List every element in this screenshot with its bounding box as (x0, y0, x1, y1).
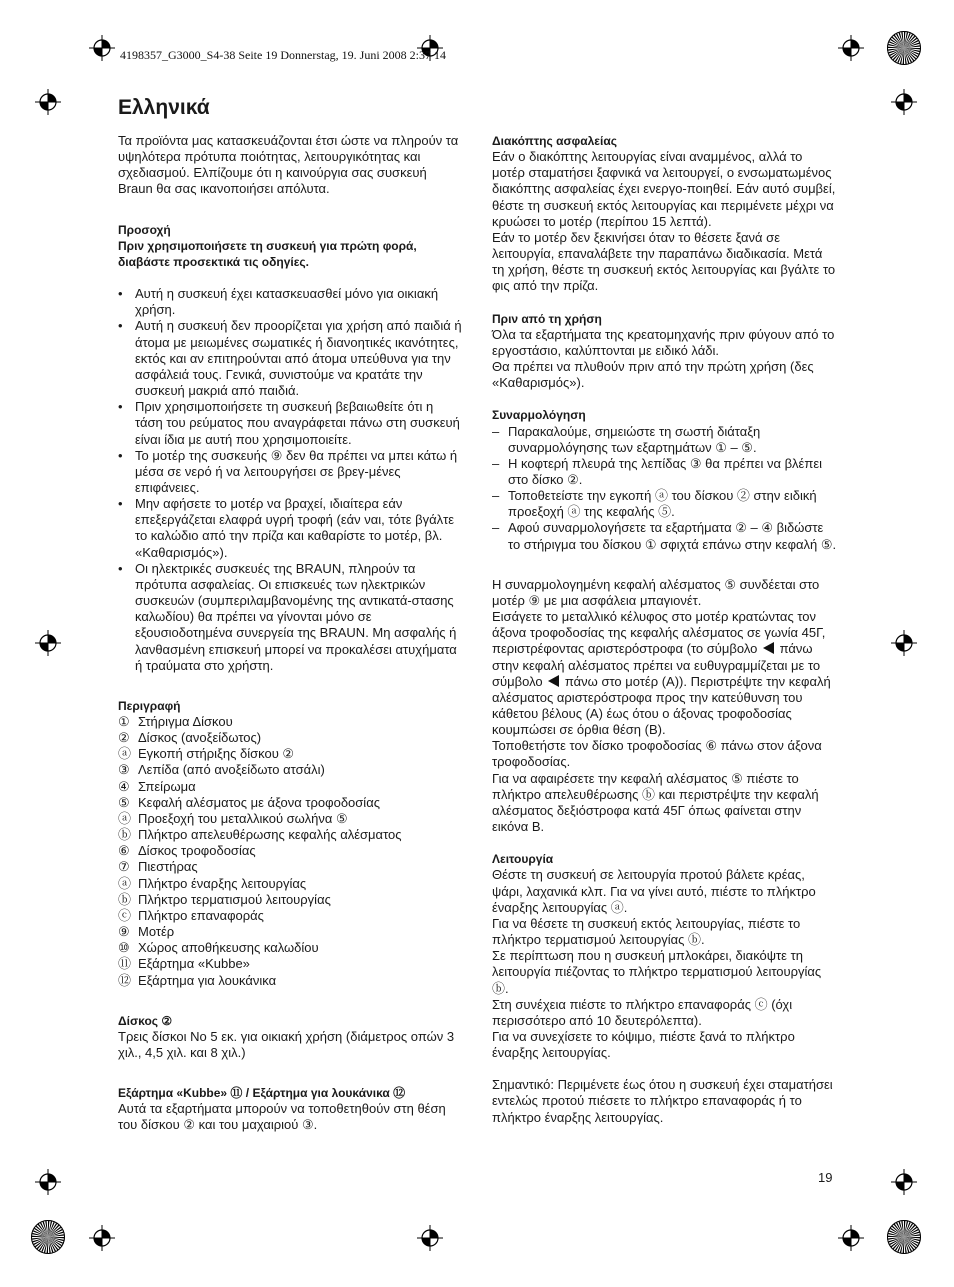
list-item: ⑦ Πιεστήρας (118, 859, 198, 875)
before-use-text-2: Θα πρέπει να πλυθούν πριν από την πρώτη χρήση (δες «Καθαρισμός»). (492, 359, 814, 391)
assembly-list (492, 424, 837, 553)
operation-text-2: Για να θέσετε τη συσκευή εκτός λειτουργίας, πιέστε το πλήκτρο τερματισμού λειτουργίας ⓑ. (492, 915, 801, 948)
assembly-text-1: Η συναρμολογημένη κεφαλή αλέσματος ⑤ συνδέεται στο μοτέρ ⑨ με μια ασφάλεια μπαγιονέτ. (492, 576, 820, 608)
description-heading: Περιγραφή (118, 698, 181, 713)
list-item: ⓐ Προεξοχή του μεταλλικού σωλήνα ⑤ (118, 810, 348, 826)
assembly-text-2: Εισάγετε το μεταλλικό κέλυφος στο μοτέρ κρατώντας τον άξονα τροφοδοσίας της κεφαλής αλέσματος σε γωνία 45Γ, περιστρέφοντας αριστερόστροφα (το σύμβολο πάνω στην κεφαλή αλέσματος πρέπει να ευθυγραμμίζεται με το σύμβολο πάνω στο μοτέρ (A)). Περιστρέψτε την κεφαλή αλέσματος αριστερόστροφα προς την κατεύθυνση του κάθετου βέλους (A) έως ότου ο άξονας τροφοδοσίας κουμπώσει σε όρθια θέση (B). (492, 609, 831, 738)
registration-mark-icon (838, 35, 864, 61)
before-use-heading: Πριν από τη χρήση (492, 311, 602, 326)
list-item: • Το μοτέρ της συσκευής ⑨ δεν θα πρέπει να μπει κάτω ή μέσα σε νερό ή να λειτουργήσει σε βρεγ-μένες επιφάνειες. (118, 448, 463, 496)
operation-text-4: Στη συνέχεια πιέστε το πλήκτρο επαναφοράς ⓒ (όχι περισσότερο από 10 δευτερόλεπτα). (492, 996, 793, 1028)
list-item: ③ Λεπίδα (από ανοξείδωτο ατσάλι) (118, 762, 325, 778)
caution-subheading: Πριν χρησιμοποιήσετε τη συσκευή για πρώτη φορά, διαβάστε προσεκτικά τις οδηγίες. (118, 238, 417, 269)
operation-text-1: Θέστε τη συσκευή σε λειτουργία προτού βάλετε κρέας, ψάρι, λαχανικά κλπ. Για να γίνει αυτό, πιέστε το πλήκτρο έναρξης λειτουργίας ⓐ. (492, 867, 816, 915)
color-calibration-rosette-icon (887, 1220, 921, 1254)
assembly-text-3: Τοποθετήστε τον δίσκο τροφοδοσίας ⑥ πάνω στον άξονα τροφοδοσίας. (492, 738, 822, 770)
list-item: ④ Σπείρωμα (118, 778, 196, 794)
disc-text: Τρεις δίσκοι No 5 εκ. για οικιακή χρήση (διάμετρος οπών 3 χιλ., 4,5 χιλ. και 8 χιλ.) (118, 1028, 455, 1060)
page-title: Ελληνικά (118, 96, 210, 119)
list-item: • Αυτή η συσκευή δεν προορίζεται για χρήση από παιδιά ή άτομα με μειωμένες σωματικές ή διανοητικές ικανότητες, εκτός και αν επιτηρούνται από άτομα υπεύθυνα για την ασφάλειά τους. Γενικά, συνιστούμε να κρατάτε την συσκευή μακριά από παιδιά. (118, 318, 463, 399)
safety-switch-text: Εάν ο διακόπτης λειτουργίας είναι αναμμένος, αλλά το μοτέρ σταματήσει ξαφνικά να λειτουργεί, ο ενσωματωμένος διακόπτης ασφαλείας έχει ενεργο-ποιηθεί. Εάν αυτό συμβεί, θέστε τη συσκευή εκτός λειτουργίας και περιμένετε μέχρι να κρυώσει το μοτέρ (περίπου 15 λεπτά). (492, 149, 836, 229)
list-item: ⓒ Πλήκτρο επαναφοράς (118, 907, 264, 923)
assembly-heading: Συναρμολόγηση (492, 408, 586, 423)
right-column (492, 133, 837, 1126)
safety-switch-heading: Διακόπτης ασφαλείας (492, 134, 617, 148)
attachments-text: Αυτά τα εξαρτήματα μπορούν να τοποθετηθούν στη θέση του δίσκου ② και του μαχαιριού ③. (118, 1101, 446, 1133)
before-use-text: Όλα τα εξαρτήματα της κρεατομηχανής πριν φύγουν από το εργοστάσιο, καλύπτονται με ειδικό λάδι. (492, 326, 835, 358)
intro-text: Τα προϊόντα μας κατασκευάζονται έτσι ώστε να πληρούν τα υψηλότερα πρότυπα ποιότητας, λειτουργικότητας και σχεδιασμού. Ελπίζουμε ότι η καινούργια σας συσκευή Braun θα σας ικανοποιήσει απόλυτα. (118, 133, 459, 197)
list-item: ⓐ Πλήκτρο έναρξης λειτουργίας (118, 875, 307, 891)
list-item: ⓑ Πλήκτρο απελευθέρωσης κεφαλής αλέσματος (118, 827, 402, 843)
caution-heading: Προσοχή (118, 222, 171, 237)
list-item: ⓐ Εγκοπή στήριξης δίσκου ② (118, 746, 295, 762)
color-calibration-rosette-icon (31, 1220, 65, 1254)
rotate-arrow-left-icon (548, 675, 559, 687)
registration-mark-icon (891, 89, 917, 115)
list-item: – Η κοφτερή πλευρά της λεπίδας ③ θα πρέπει να βλέπει στο δίσκο ②. (492, 456, 837, 488)
registration-mark-icon (35, 1169, 61, 1195)
print-header: 4198357_G3000_S4-38 Seite 19 Donnerstag, 19. Juni 2008 2:37 14 (120, 48, 446, 62)
left-column (118, 133, 463, 1134)
caution-list (118, 286, 463, 674)
list-item: ⑫ Εξάρτημα για λουκάνικα (118, 972, 277, 988)
list-item: • Πριν χρησιμοποιήσετε τη συσκευή βεβαιωθείτε ότι η τάση του ρεύματος που αναγράφεται πάνω στη συσκευή είναι ίδια με αυτή που χρησιμοποιείτε. (118, 399, 463, 447)
rotate-arrow-left-icon (763, 642, 774, 654)
registration-mark-icon (35, 89, 61, 115)
operation-text-5: Για να συνεχίσετε το κόψιμο, πιέστε ξανά το πλήκτρο έναρξης λειτουργίας. (492, 1028, 795, 1061)
list-item: ② Δίσκος (ανοξείδωτος) (118, 730, 262, 746)
list-item: ⑩ Χώρος αποθήκευσης καλωδίου (118, 940, 319, 956)
parts-list (118, 714, 463, 989)
attachments-heading: Εξάρτημα «Kubbe» ⑪ / Εξάρτημα για λουκάνικα ⑫ (118, 1086, 406, 1101)
registration-mark-icon (891, 1169, 917, 1195)
color-calibration-rosette-icon (887, 31, 921, 65)
registration-mark-icon (89, 1225, 115, 1251)
operation-heading: Λειτουργία (492, 852, 554, 867)
safety-switch-text-2: Εάν το μοτέρ δεν ξεκινήσει όταν το θέσετε ξανά σε λειτουργία, επαναλάβετε την παραπάνω διαδικασία. Μετά τη χρήση, θέστε τη συσκευή εκτός λειτουργίας και βγάλτε το φις από την πρίζα. (492, 229, 836, 294)
important-note: Σημαντικό: Περιμένετε έως ότου η συσκευή έχει σταματήσει εντελώς προτού πιέσετε το πλήκτρο επαναφοράς ή το πλήκτρο έναρξης λειτουργίας. (492, 1077, 833, 1125)
list-item: • Αυτή η συσκευή έχει κατασκευασθεί μόνο για οικιακή χρήση. (118, 286, 463, 318)
list-item: ⑪ Εξάρτημα «Kubbe» (118, 956, 250, 972)
disc-heading: Δίσκος ② (118, 1013, 173, 1028)
registration-mark-icon (89, 35, 115, 61)
list-item: ⑨ Μοτέρ (118, 924, 175, 940)
registration-mark-icon (35, 630, 61, 656)
list-item: • Οι ηλεκτρικές συσκευές της BRAUN, πληρούν τα πρότυπα ασφαλείας. Οι επισκευές των ηλεκτρικών συσκευών (συμπεριλαμβανομένης της αντικατά-στασης καλωδίου) θα πρέπει να γίνονται μόνο σε εξουσιοδοτημένα συνεργεία της BRAUN. Μη ασφαλής ή λανθασμένη επισκευή μπορεί να προκαλέσει ατυχήματα ή τραύματα στο χρήστη. (118, 561, 463, 674)
page-number: 19 (818, 1170, 833, 1185)
assembly-text-4: Για να αφαιρέσετε την κεφαλή αλέσματος ⑤ πιέστε το πλήκτρο απελευθέρωσης ⓑ και περιστρέψτε την κεφαλή αλέσματος δεξιόστροφα κατά 45Γ όπως φαίνεται στην εικόνα B. (492, 770, 819, 835)
list-item: ① Στήριγμα Δίσκου (118, 714, 233, 729)
list-item: ⑥ Δίσκος τροφοδοσίας (118, 843, 256, 859)
list-item: • Μην αφήσετε το μοτέρ να βραχεί, ιδιαίτερα εάν επεξεργάζεται ελαφρά υγρή τροφή (εάν ναι, τότε βγάλτε το καλώδιο από την πρίζα και καθαρίστε το μοτέρ, βλ. «Καθαρισμός»). (118, 496, 463, 561)
registration-mark-icon (838, 1225, 864, 1251)
list-item: – Αφού συναρμολογήσετε τα εξαρτήματα ② – ④ βιδώστε το στήριγμα του δίσκου ① σφιχτά επάνω στην κεφαλή ⑤. (492, 520, 837, 552)
list-item: ⓑ Πλήκτρο τερματισμού λειτουργίας (118, 891, 331, 907)
registration-mark-icon (417, 1225, 443, 1251)
list-item: ⑤ Κεφαλή αλέσματος με άξονα τροφοδοσίας (118, 794, 380, 810)
list-item: – Τοποθετείστε την εγκοπή ⓐ του δίσκου ② στην ειδική προεξοχή ⓐ της κεφαλής ⑤. (492, 488, 837, 520)
operation-text-3: Σε περίπτωση που η συσκευή μπλοκάρει, διακόψτε τη λειτουργία πιέζοντας το πλήκτρο τερματισμού λειτουργίας ⓑ. (492, 948, 822, 996)
list-item: – Παρακαλούμε, σημειώστε τη σωστή διάταξη συναρμολόγησης των εξαρτημάτων ① – ⑤. (492, 424, 837, 456)
registration-mark-icon (891, 630, 917, 656)
